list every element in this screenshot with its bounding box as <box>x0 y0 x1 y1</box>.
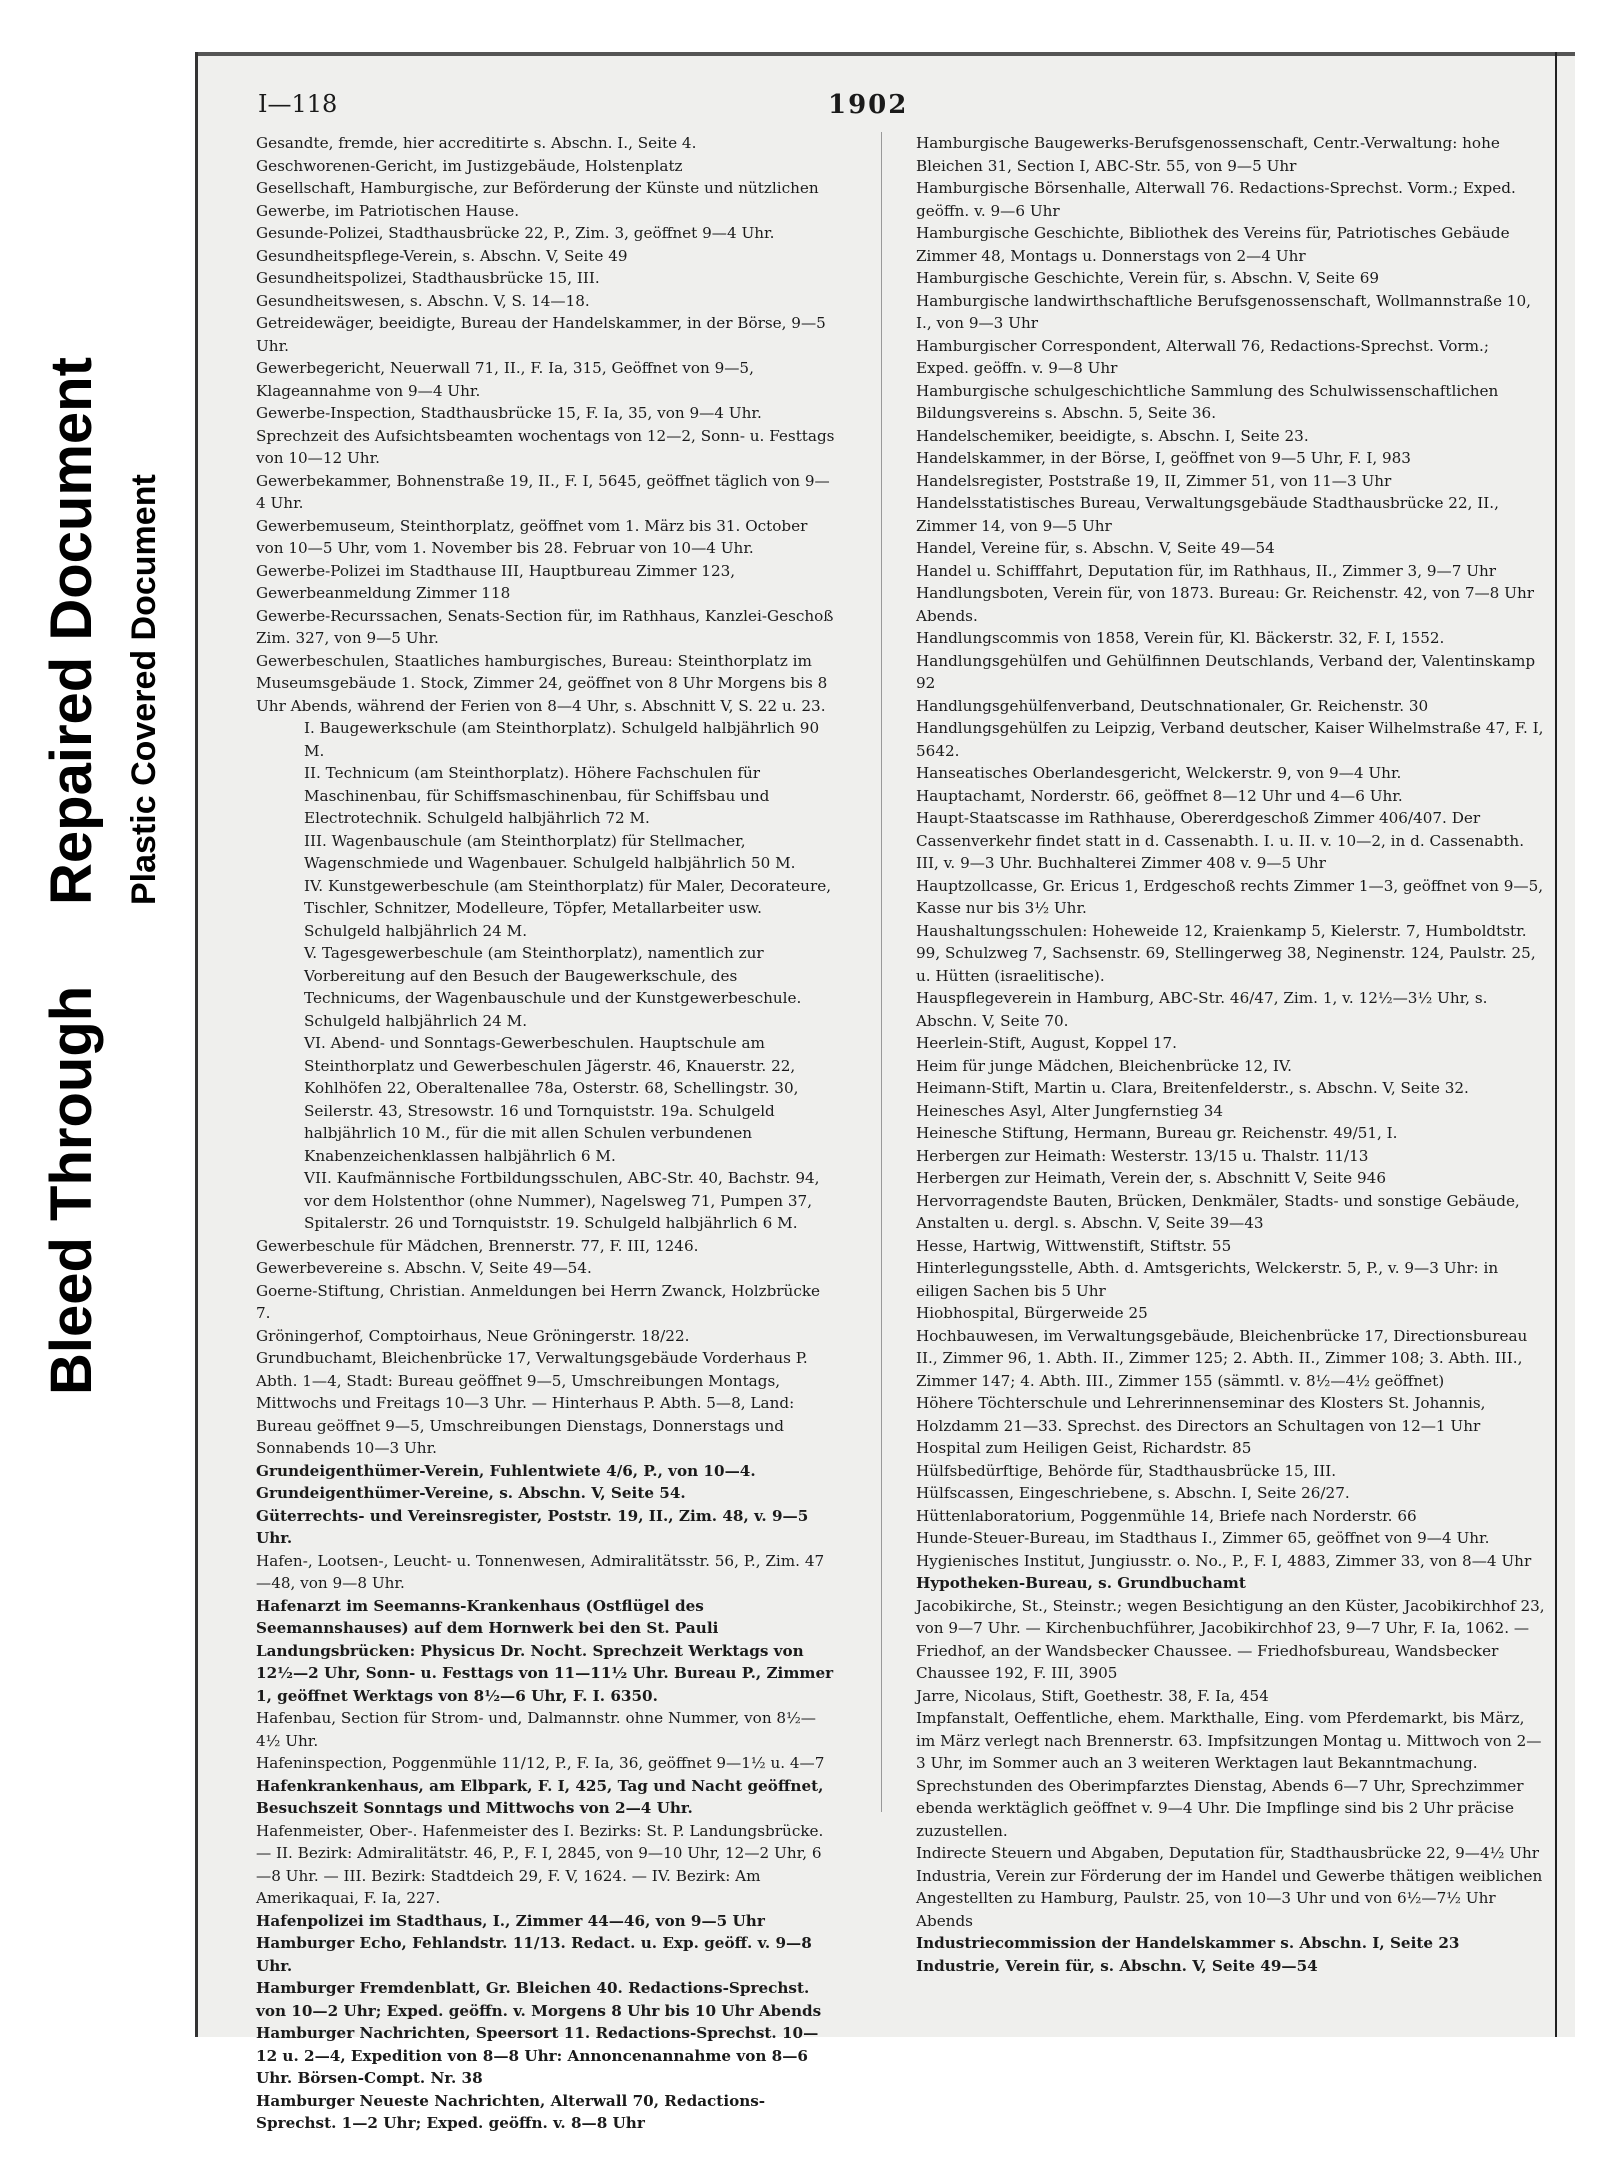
directory-entry: Herbergen zur Heimath, Verein der, s. Abschnitt V, Seite 946 <box>916 1169 1386 1187</box>
directory-entry: Getreidewäger, beeidigte, Bureau der Handelskammer, in der Börse, 9—5 Uhr. <box>256 314 826 355</box>
directory-entry: Hauptachamt, Norderstr. 66, geöffnet 8—12 Uhr und 4—6 Uhr. <box>916 786 1403 805</box>
directory-entry: Jarre, Nicolaus, Stift, Goethestr. 38, F. Ia, 454 <box>916 1686 1269 1705</box>
directory-entry: II. Technicum (am Steinthorplatz). Höhere Fachschulen für Maschinenbau, für Schiffsmaschinenbau, für Schiffsbau und Electrotechnik. Schulgeld halbjährlich 72 M. <box>304 764 770 827</box>
directory-entry: Gewerbe-Recurssachen, Senats-Section für, im Rathhaus, Kanzlei-Geschoß Zim. 327, von 9—5 Uhr. <box>256 606 834 647</box>
directory-entry: Gesundheitspflege-Verein, s. Abschn. V, Seite 49 <box>256 246 628 265</box>
directory-entry: Hygienisches Institut, Jungiusstr. o. No., P., F. I, 4883, Zimmer 33, von 8—4 Uhr <box>916 1551 1532 1570</box>
directory-entry: V. Tagesgewerbeschule (am Steinthorplatz), namentlich zur Vorbereitung auf den Besuch der Baugewerkschule, des Technicums, der Wagenbauschule und der Kunstgewerbeschule. Schulgeld halbjährlich 24 M. <box>304 944 802 1030</box>
side-label-strip <box>0 0 190 2177</box>
directory-entry: Handel u. Schifffahrt, Deputation für, im Rathhaus, II., Zimmer 3, 9—7 Uhr <box>916 561 1497 580</box>
column-divider <box>881 132 882 1812</box>
page-year: 1902 <box>828 90 909 120</box>
directory-entry: Industria, Verein zur Förderung der im Handel und Gewerbe thätigen weiblichen Angestellten zu Hamburg, Paulstr. 25, von 10—3 Uhr und von 6½—7½ Uhr Abends <box>916 1866 1543 1930</box>
page-header <box>258 90 1515 130</box>
directory-entry: Indirecte Steuern und Abgaben, Deputation für, Stadthausbrücke 22, 9—4½ Uhr <box>916 1844 1540 1862</box>
directory-entry: Hochbauwesen, im Verwaltungsgebäude, Bleichenbrücke 17, Directionsbureau II., Zimmer 96, 1. Abth. II., Zimmer 125; 2. Abth. II., Zimmer 108; 3. Abth. III., Zimmer 147; 4. Abth. III., Zimmer 155 (sämmtl. v. 8½—4½ geöffnet) <box>916 1326 1528 1390</box>
directory-entry: Hamburgische Baugewerks-Berufsgenossenschaft, Centr.-Verwaltung: hohe Bleichen 31, Section I, ABC-Str. 55, von 9—5 Uhr <box>916 134 1500 175</box>
directory-entry: Haushaltungsschulen: Hoheweide 12, Kraienkamp 5, Kielerstr. 7, Humboldtstr. 99, Schulzweg 7, Sachsenstr. 69, Stellingerweg 38, Neginenstr. 124, Paulstr. 25, u. Hütten (israelitische). <box>916 921 1536 985</box>
directory-entry: Hafenmeister, Ober-. Hafenmeister des I. Bezirks: St. P. Landungsbrücke. — II. Bezirk: Admiralitätstr. 46, P., F. I, 2845, von 9—10 Uhr, 12—2 Uhr, 6—8 Uhr. — III. Bezirk: Stadtdeich 29, F. V, 1624. — IV. Bezirk: Am Amerikaquai, F. Ia, 227. <box>256 1821 824 1907</box>
directory-entry: Hafeninspection, Poggenmühle 11/12, P., F. Ia, 36, geöffnet 9—1½ u. 4—7 <box>256 1754 825 1772</box>
directory-entry: III. Wagenbauschule (am Steinthorplatz) für Stellmacher, Wagenschmiede und Wagenbauer. Schulgeld halbjährlich 50 M. <box>304 831 796 872</box>
directory-entry: Handelsstatistisches Bureau, Verwaltungsgebäude Stadthausbrücke 22, II., Zimmer 14, von 9—5 Uhr <box>916 494 1499 535</box>
directory-entry: Hamburgische schulgeschichtliche Sammlung des Schulwissenschaftlichen Bildungsvereins s. Abschn. 5, Seite 36. <box>916 381 1499 422</box>
directory-entry: Gewerbe-Polizei im Stadthause III, Hauptbureau Zimmer 123, Gewerbeanmeldung Zimmer 118 <box>256 561 736 602</box>
directory-entry: Gewerbeschule für Mädchen, Brennerstr. 77, F. III, 1246. <box>256 1236 699 1255</box>
bleed-through-label: Bleed Through <box>39 985 104 1395</box>
page-binding-edge <box>1555 52 1557 2037</box>
directory-entry: Hunde-Steuer-Bureau, im Stadthaus I., Zimmer 65, geöffnet von 9—4 Uhr. <box>916 1529 1490 1547</box>
directory-entry: Hamburgische Geschichte, Bibliothek des Vereins für, Patriotisches Gebäude Zimmer 48, Montags u. Donnerstags von 2—4 Uhr <box>916 224 1510 265</box>
directory-entry: Hafen-, Lootsen-, Leucht- u. Tonnenwesen, Admiralitätsstr. 56, P., Zim. 47—48, von 9—8 Uhr. <box>256 1551 825 1592</box>
directory-entry: Handlungsboten, Verein für, von 1873. Bureau: Gr. Reichenstr. 42, von 7—8 Uhr Abends. <box>916 584 1535 625</box>
directory-entry: Heinesche Stiftung, Hermann, Bureau gr. Reichenstr. 49/51, I. <box>916 1124 1398 1142</box>
directory-entry: Hauptzollcasse, Gr. Ericus 1, Erdgeschoß rechts Zimmer 1—3, geöffnet von 9—5, Kasse nur bis 3½ Uhr. <box>916 876 1544 917</box>
directory-entry: Herbergen zur Heimath: Westerstr. 13/15 u. Thalstr. 11/13 <box>916 1146 1369 1165</box>
directory-entry: Hauspflegeverein in Hamburg, ABC-Str. 46/47, Zim. 1, v. 12½—3½ Uhr, s. Abschn. V, Seite 70. <box>916 989 1488 1030</box>
directory-entry: Handelschemiker, beeidigte, s. Abschn. I, Seite 23. <box>916 426 1309 445</box>
directory-entry: Hamburger Nachrichten, Speersort 11. Redactions-Sprechst. 10—12 u. 2—4, Expedition von 8—8 Uhr: Annoncenannahme von 8—6 Uhr. Börsen-Compt. Nr. 38 <box>256 2024 819 2087</box>
directory-entry: Gesandte, fremde, hier accreditirte s. Abschn. I., Seite 4. <box>256 134 697 152</box>
directory-entry: Gesundheitswesen, s. Abschn. V, S. 14—18. <box>256 291 590 310</box>
page-top-edge <box>198 52 1575 56</box>
directory-entry: Güterrechts- und Vereinsregister, Poststr. 19, II., Zim. 48, v. 9—5 Uhr. <box>256 1506 809 1547</box>
directory-entry: Hamburgische Börsenhalle, Alterwall 76. Redactions-Sprechst. Vorm.; Exped. geöffn. v. 9—6 Uhr <box>916 179 1516 220</box>
directory-entry: Handelskammer, in der Börse, I, geöffnet von 9—5 Uhr, F. I, 983 <box>916 449 1411 467</box>
directory-entry: Haupt-Staatscasse im Rathhause, Obererdgeschoß Zimmer 406/407. Der Cassenverkehr findet statt in d. Cassenabth. I. u. II. v. 10—2, in d. Cassenabth. III, v. 9—3 Uhr. Buchhalterei Zimmer 408 v. 9—5 Uhr <box>916 809 1525 872</box>
directory-entry: Gewerbe-Inspection, Stadthausbrücke 15, F. Ia, 35, von 9—4 Uhr. Sprechzeit des Aufsichtsbeamten wochentags von 12—2, Sonn- u. Festtags von 10—12 Uhr. <box>256 404 835 467</box>
directory-entry: Hafenarzt im Seemanns-Krankenhaus (Ostflügel des Seemannshauses) auf dem Hornwerk bei den St. Pauli Landungsbrücken: Physicus Dr. Nocht. Sprechzeit Werktags von 12½—2 Uhr, Sonn- u. Festtags von 11—11½ Uhr. Bureau P., Zimmer 1, geöffnet Werktags von 8½—6 Uhr, F. I. 6350. <box>256 1596 834 1705</box>
directory-entry: Grundbuchamt, Bleichenbrücke 17, Verwaltungsgebäude Vorderhaus P. Abth. 1—4, Stadt: Bureau geöffnet 9—5, Umschreibungen Montags, Mittwochs und Freitags 10—3 Uhr. — Hinterhaus P. Abth. 5—8, Land: Bureau geöffnet 9—5, Umschreibungen Dienstags, Donnerstags und Sonnabends 10—3 Uhr. <box>256 1349 808 1457</box>
directory-entry: Handlungsgehülfen und Gehülfinnen Deutschlands, Verband der, Valentinskamp 92 <box>916 651 1536 692</box>
left-column <box>256 132 836 2135</box>
directory-entry: Gesunde-Polizei, Stadthausbrücke 22, P., Zim. 3, geöffnet 9—4 Uhr. <box>256 224 775 242</box>
directory-entry: Hülfsbedürftige, Behörde für, Stadthausbrücke 15, III. <box>916 1461 1337 1480</box>
directory-entry: Handlungsgehülfen zu Leipzig, Verband deutscher, Kaiser Wilhelmstraße 47, F. I, 5642. <box>916 719 1544 760</box>
directory-entry: Goerne-Stiftung, Christian. Anmeldungen bei Herrn Zwanck, Holzbrücke 7. <box>256 1281 821 1322</box>
directory-entry: Hamburger Fremdenblatt, Gr. Bleichen 40. Redactions-Sprechst. von 10—2 Uhr; Exped. geöffn. v. Morgens 8 Uhr bis 10 Uhr Abends <box>256 1979 822 2020</box>
page-number: I—118 <box>258 90 338 118</box>
directory-entry: Geschworenen-Gericht, im Justizgebäude, Holstenplatz <box>256 156 683 175</box>
directory-entry: Hamburgischer Correspondent, Alterwall 76, Redactions-Sprechst. Vorm.; Exped. geöffn. v. 9—8 Uhr <box>916 336 1489 377</box>
directory-entry: Industriecommission der Handelskammer s. Abschn. I, Seite 23 <box>916 1934 1460 1952</box>
directory-entry: Hanseatisches Oberlandesgericht, Welckerstr. 9, von 9—4 Uhr. <box>916 764 1402 782</box>
directory-entry: Hinterlegungsstelle, Abth. d. Amtsgerichts, Welckerstr. 5, P., v. 9—3 Uhr: in eiligen Sachen bis 5 Uhr <box>916 1259 1499 1300</box>
directory-entry: Handelsregister, Poststraße 19, II, Zimmer 51, von 11—3 Uhr <box>916 471 1392 490</box>
right-column <box>916 132 1546 1977</box>
directory-entry: Hamburger Echo, Fehlandstr. 11/13. Redact. u. Exp. geöff. v. 9—8 Uhr. <box>256 1934 812 1975</box>
directory-entry: Hesse, Hartwig, Wittwenstift, Stiftstr. 55 <box>916 1236 1232 1255</box>
directory-entry: Jacobikirche, St., Steinstr.; wegen Besichtigung an den Küster, Jacobikirchhof 23, von 9—7 Uhr. — Kirchenbuchführer, Jacobikirchhof 23, 9—7 Uhr, F. Ia, 1062. — Friedhof, an der Wandsbecker Chaussee. — Friedhofsbureau, Wandsbecker Chaussee 192, F. III, 3905 <box>916 1596 1545 1682</box>
directory-entry: Hafenkrankenhaus, am Elbpark, F. I, 425, Tag und Nacht geöffnet, Besuchszeit Sonntags und Mittwochs von 2—4 Uhr. <box>256 1776 824 1817</box>
directory-entry: Hospital zum Heiligen Geist, Richardstr. 85 <box>916 1439 1252 1457</box>
directory-entry: VI. Abend- und Sonntags-Gewerbeschulen. Hauptschule am Steinthorplatz und Gewerbeschulen Jägerstr. 46, Knauerstr. 22, Kohlhöfen 22, Oberaltenallee 78a, Osterstr. 68, Schellingstr. 30, Seilerstr. 43, Stresowstr. 16 und Tornquiststr. 19a. Schulgeld halbjährlich 10 M., für die mit allen Schulen verbundenen Knabenzeichenklassen halbjährlich 6 M. <box>304 1034 799 1165</box>
directory-entry: Heerlein-Stift, August, Koppel 17. <box>916 1034 1177 1052</box>
directory-entry: Gröningerhof, Comptoirhaus, Neue Gröningerstr. 18/22. <box>256 1326 690 1345</box>
directory-entry: Gewerbekammer, Bohnenstraße 19, II., F. I, 5645, geöffnet täglich von 9—4 Uhr. <box>256 471 830 512</box>
directory-entry: Hafenbau, Section für Strom- und, Dalmannstr. ohne Nummer, von 8½—4½ Uhr. <box>256 1709 816 1750</box>
directory-entry: Gewerbevereine s. Abschn. V, Seite 49—54. <box>256 1259 592 1277</box>
directory-entry: Hamburger Neueste Nachrichten, Alterwall 70, Redactions-Sprechst. 1—2 Uhr; Exped. geöffn. v. 8—8 Uhr <box>256 2091 766 2132</box>
repaired-document-label: Repaired Document <box>39 357 104 905</box>
directory-entry: Gewerbegericht, Neuerwall 71, II., F. Ia, 315, Geöffnet von 9—5, Klageannahme von 9—4 Uhr. <box>256 359 754 400</box>
directory-entry: Hervorragendste Bauten, Brücken, Denkmäler, Stadts- und sonstige Gebäude, Anstalten u. dergl. s. Abschn. V, Seite 39—43 <box>916 1191 1520 1232</box>
directory-entry: Höhere Töchterschule und Lehrerinnenseminar des Klosters St. Johannis, Holzdamm 21—33. Sprechst. des Directors an Schultagen von 12—1 Uhr <box>916 1394 1486 1435</box>
directory-entry: Hiobhospital, Bürgerweide 25 <box>916 1304 1148 1322</box>
directory-entry: Gewerbemuseum, Steinthorplatz, geöffnet vom 1. März bis 31. October von 10—5 Uhr, vom 1. November bis 28. Februar von 10—4 Uhr. <box>256 516 808 557</box>
document-page <box>195 52 1575 2132</box>
directory-entry: Grundeigenthümer-Vereine, s. Abschn. V, Seite 54. <box>256 1484 686 1502</box>
directory-entry: Impfanstalt, Oeffentliche, ehem. Markthalle, Eing. vom Pferdemarkt, bis März, im März verlegt nach Brennerstr. 63. Impfsitzungen Montag u. Mittwoch von 2—3 Uhr, im Sommer auch an 3 weiteren Werktagen laut Bekanntmachung. Sprechstunden des Oberimpfarztes Dienstag, Abends 6—7 Uhr, Sprechzimmer ebenda werktäglich geöffnet v. 9—4 Uhr. Die Impflinge sind bis 2 Uhr präcise zuzustellen. <box>916 1709 1542 1840</box>
directory-entry: Gesundheitspolizei, Stadthausbrücke 15, III. <box>256 269 600 287</box>
directory-entry: Industrie, Verein für, s. Abschn. V, Seite 49—54 <box>916 1956 1318 1975</box>
directory-entry: Hamburgische Geschichte, Verein für, s. Abschn. V, Seite 69 <box>916 269 1380 287</box>
directory-entry: Gewerbeschulen, Staatliches hamburgisches, Bureau: Steinthorplatz im Museumsgebäude 1. Stock, Zimmer 24, geöffnet von 8 Uhr Morgens bis 8 Uhr Abends, während der Ferien von 8—4 Uhr, s. Abschnitt V, S. 22 u. 23. <box>256 651 828 715</box>
directory-entry: Hüttenlaboratorium, Poggenmühle 14, Briefe nach Norderstr. 66 <box>916 1506 1417 1525</box>
directory-entry: Gesellschaft, Hamburgische, zur Beförderung der Künste und nützlichen Gewerbe, im Patriotischen Hause. <box>256 179 819 220</box>
directory-entry: Handel, Vereine für, s. Abschn. V, Seite 49—54 <box>916 539 1275 557</box>
directory-entry: Hafenpolizei im Stadthaus, I., Zimmer 44—46, von 9—5 Uhr <box>256 1911 765 1930</box>
directory-entry: IV. Kunstgewerbeschule (am Steinthorplatz) für Maler, Decorateure, Tischler, Schnitzer, Modelleure, Töpfer, Metallarbeiter usw. Schulgeld halbjährlich 24 M. <box>304 876 832 940</box>
directory-entry: Hamburgische landwirthschaftliche Berufsgenossenschaft, Wollmannstraße 10, I., von 9—3 Uhr <box>916 291 1531 332</box>
directory-entry: Heinesches Asyl, Alter Jungfernstieg 34 <box>916 1101 1224 1120</box>
plastic-covered-document-label: Plastic Covered Document <box>125 474 163 905</box>
directory-entry: Heimann-Stift, Martin u. Clara, Breitenfelderstr., s. Abschn. V, Seite 32. <box>916 1079 1469 1097</box>
directory-entry: Hülfscassen, Eingeschriebene, s. Abschn. I, Seite 26/27. <box>916 1484 1350 1502</box>
directory-entry: VII. Kaufmännische Fortbildungsschulen, ABC-Str. 40, Bachstr. 94, vor dem Holstenthor (ohne Nummer), Nagelsweg 71, Pumpen 37, Spitalerstr. 26 und Tornquiststr. 19. Schulgeld halbjährlich 6 M. <box>304 1169 820 1232</box>
directory-entry: Heim für junge Mädchen, Bleichenbrücke 12, IV. <box>916 1056 1292 1075</box>
directory-entry: Handlungsgehülfenverband, Deutschnationaler, Gr. Reichenstr. 30 <box>916 696 1429 715</box>
directory-entry: I. Baugewerkschule (am Steinthorplatz). Schulgeld halbjährlich 90 M. <box>304 719 820 760</box>
directory-entry: Handlungscommis von 1858, Verein für, Kl. Bäckerstr. 32, F. I, 1552. <box>916 629 1445 647</box>
directory-entry: Hypotheken-Bureau, s. Grundbuchamt <box>916 1574 1246 1592</box>
directory-entry: Grundeigenthümer-Verein, Fuhlentwiete 4/6, P., von 10—4. <box>256 1461 756 1480</box>
